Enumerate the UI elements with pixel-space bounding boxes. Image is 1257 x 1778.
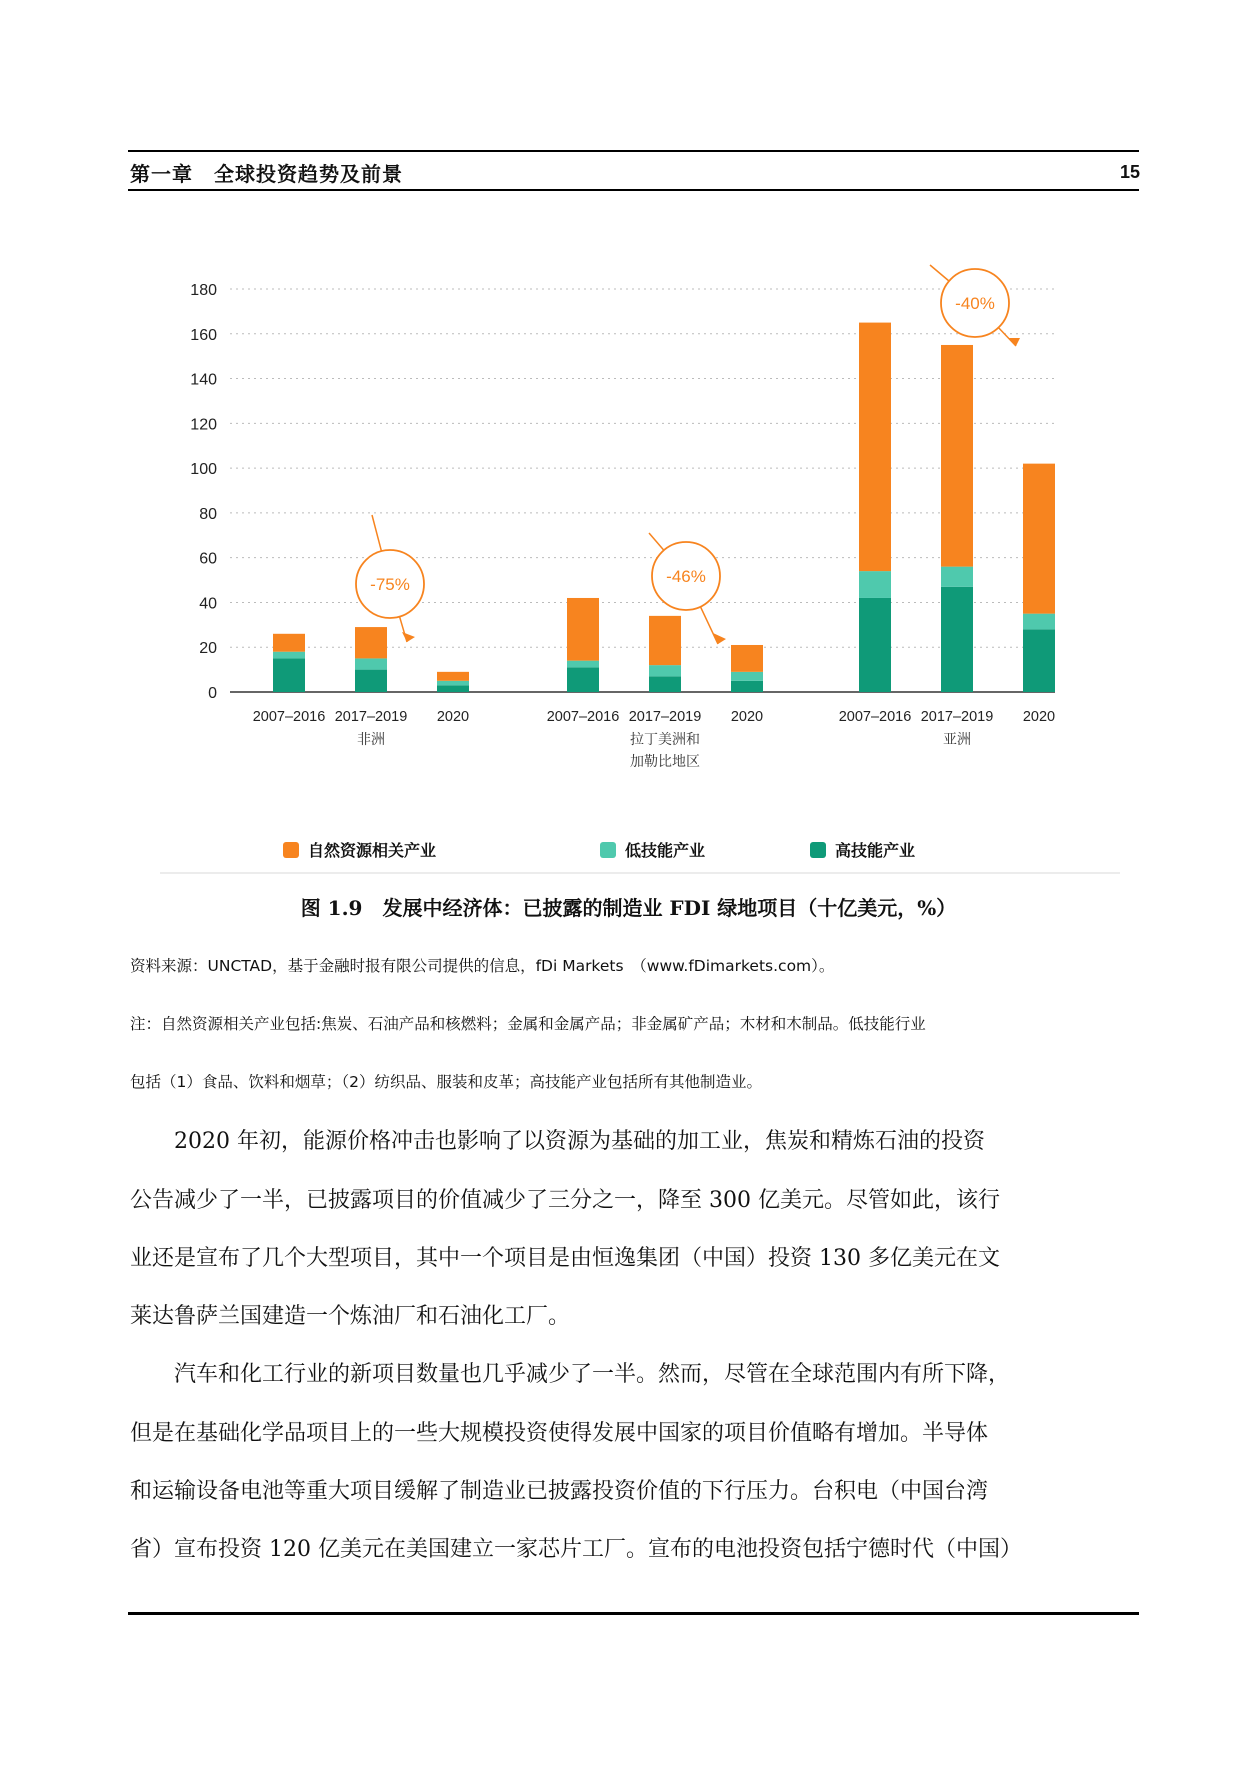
bar-segment <box>649 665 681 676</box>
fdi-stacked-bar-chart <box>150 250 1070 780</box>
x-tick-label: 2017–2019 <box>628 709 702 725</box>
footer-rule <box>128 1612 1139 1615</box>
y-tick-label: 180 <box>190 282 217 299</box>
x-tick-label: 2020 <box>436 709 470 725</box>
region-label: 加勒比地区 <box>630 753 700 769</box>
x-tick-label: 2020 <box>730 709 764 725</box>
body-line: 汽车和化工行业的新项目数量也几乎减少了一半。然而，尽管在全球范围内有所下降， <box>130 1362 1011 1387</box>
region-label: 非洲 <box>357 731 385 747</box>
header-bottom-rule <box>128 189 1139 191</box>
bar-segment <box>649 676 681 692</box>
bar-segment <box>859 571 891 598</box>
note-line-2: 包括（1）食品、饮料和烟草；（2）纺织品、服装和皮革；高技能产业包括所有其他制造业。 <box>130 1073 762 1091</box>
bar-segment <box>273 652 305 659</box>
y-tick-label: 160 <box>190 326 217 344</box>
body-line: 业还是宣布了几个大型项目，其中一个项目是由恒逸集团（中国）投资 130 多亿美元在文 <box>130 1246 1000 1271</box>
bar-segment <box>941 567 973 587</box>
region-label: 拉丁美洲和 <box>630 731 700 747</box>
legend-high-skill <box>810 838 915 861</box>
y-tick-label: 60 <box>199 550 217 568</box>
body-line: 省）宣布投资 120 亿美元在美国建立一家芯片工厂。宣布的电池投资包括宁德时代（中国） <box>130 1537 1022 1562</box>
region-label: 亚洲 <box>943 731 971 747</box>
note-line-1: 注：自然资源相关产业包括:焦炭、石油产品和核燃料；金属和金属产品；非金属矿产品；木材和木制品。低技能行业 <box>130 1015 926 1033</box>
body-line: 公告减少了一半，已披露项目的价值减少了三分之一，降至 300 亿美元。尽管如此，该行 <box>130 1188 1000 1213</box>
legend-natural-resources <box>283 838 436 861</box>
source-note: 资料来源：UNCTAD，基于金融时报有限公司提供的信息，fDi Markets （www.fDimarkets.com）。 <box>130 957 835 975</box>
body-line: 莱达鲁萨兰国建造一个炼油厂和石油化工厂。 <box>130 1304 571 1329</box>
change-label: -40% <box>955 294 995 313</box>
bar-segment <box>1023 614 1055 630</box>
x-tick-label: 2007–2016 <box>252 709 326 725</box>
legend-label: 高技能产业 <box>835 841 916 860</box>
bar-segment <box>273 634 305 652</box>
bar-segment <box>437 685 469 692</box>
bar-segment <box>567 598 599 661</box>
change-arrow-head <box>402 632 415 642</box>
y-tick-label: 20 <box>199 640 217 658</box>
x-tick-label: 2020 <box>1022 709 1056 725</box>
bar-segment <box>355 627 387 658</box>
figure-caption: 图 1.9 发展中经济体：已披露的制造业 FDI 绿地项目（十亿美元，%） <box>300 896 957 920</box>
x-tick-label: 2017–2019 <box>920 709 994 725</box>
y-tick-label: 140 <box>190 371 217 389</box>
bar-segment <box>941 587 973 692</box>
change-label: -75% <box>370 575 410 594</box>
chapter-title: 第一章 全球投资趋势及前景 <box>130 162 403 186</box>
y-tick-label: 120 <box>190 416 217 434</box>
bar-segment <box>731 672 763 681</box>
legend-swatch-light-green <box>600 842 616 858</box>
bar-segment <box>731 681 763 692</box>
bar-segment <box>1023 464 1055 614</box>
legend-divider <box>160 872 1120 874</box>
bar-segment <box>649 616 681 665</box>
bar-segment <box>273 658 305 692</box>
legend-swatch-orange <box>283 842 299 858</box>
bar-segment <box>355 658 387 669</box>
bar-segment <box>437 672 469 681</box>
legend-label: 低技能产业 <box>625 841 706 860</box>
legend-label: 自然资源相关产业 <box>308 841 437 860</box>
body-line: 但是在基础化学品项目上的一些大规模投资使得发展中国家的项目价值略有增加。半导体 <box>130 1421 989 1446</box>
y-tick-label: 40 <box>199 595 217 613</box>
x-tick-label: 2007–2016 <box>838 709 912 725</box>
bar-segment <box>437 681 469 685</box>
bar-segment <box>731 645 763 672</box>
header-top-rule <box>128 150 1139 152</box>
legend-low-skill <box>600 838 705 861</box>
x-tick-label: 2017–2019 <box>334 709 408 725</box>
change-label: -46% <box>666 567 706 586</box>
body-line: 2020 年初，能源价格冲击也影响了以资源为基础的加工业，焦炭和精炼石油的投资 <box>130 1129 985 1154</box>
y-tick-label: 100 <box>190 461 217 479</box>
legend-swatch-dark-green <box>810 842 826 858</box>
bar-segment <box>941 345 973 567</box>
page-number: 15 <box>1119 162 1140 182</box>
y-tick-label: 80 <box>199 505 217 523</box>
x-tick-label: 2007–2016 <box>546 709 620 725</box>
bar-segment <box>567 667 599 692</box>
bar-segment <box>859 598 891 692</box>
y-tick-label: 0 <box>208 685 217 702</box>
body-line: 和运输设备电池等重大项目缓解了制造业已披露投资价值的下行压力。台积电（中国台湾 <box>130 1479 989 1504</box>
bar-segment <box>567 661 599 668</box>
bar-segment <box>355 670 387 692</box>
bar-segment <box>1023 629 1055 692</box>
bar-segment <box>859 323 891 572</box>
